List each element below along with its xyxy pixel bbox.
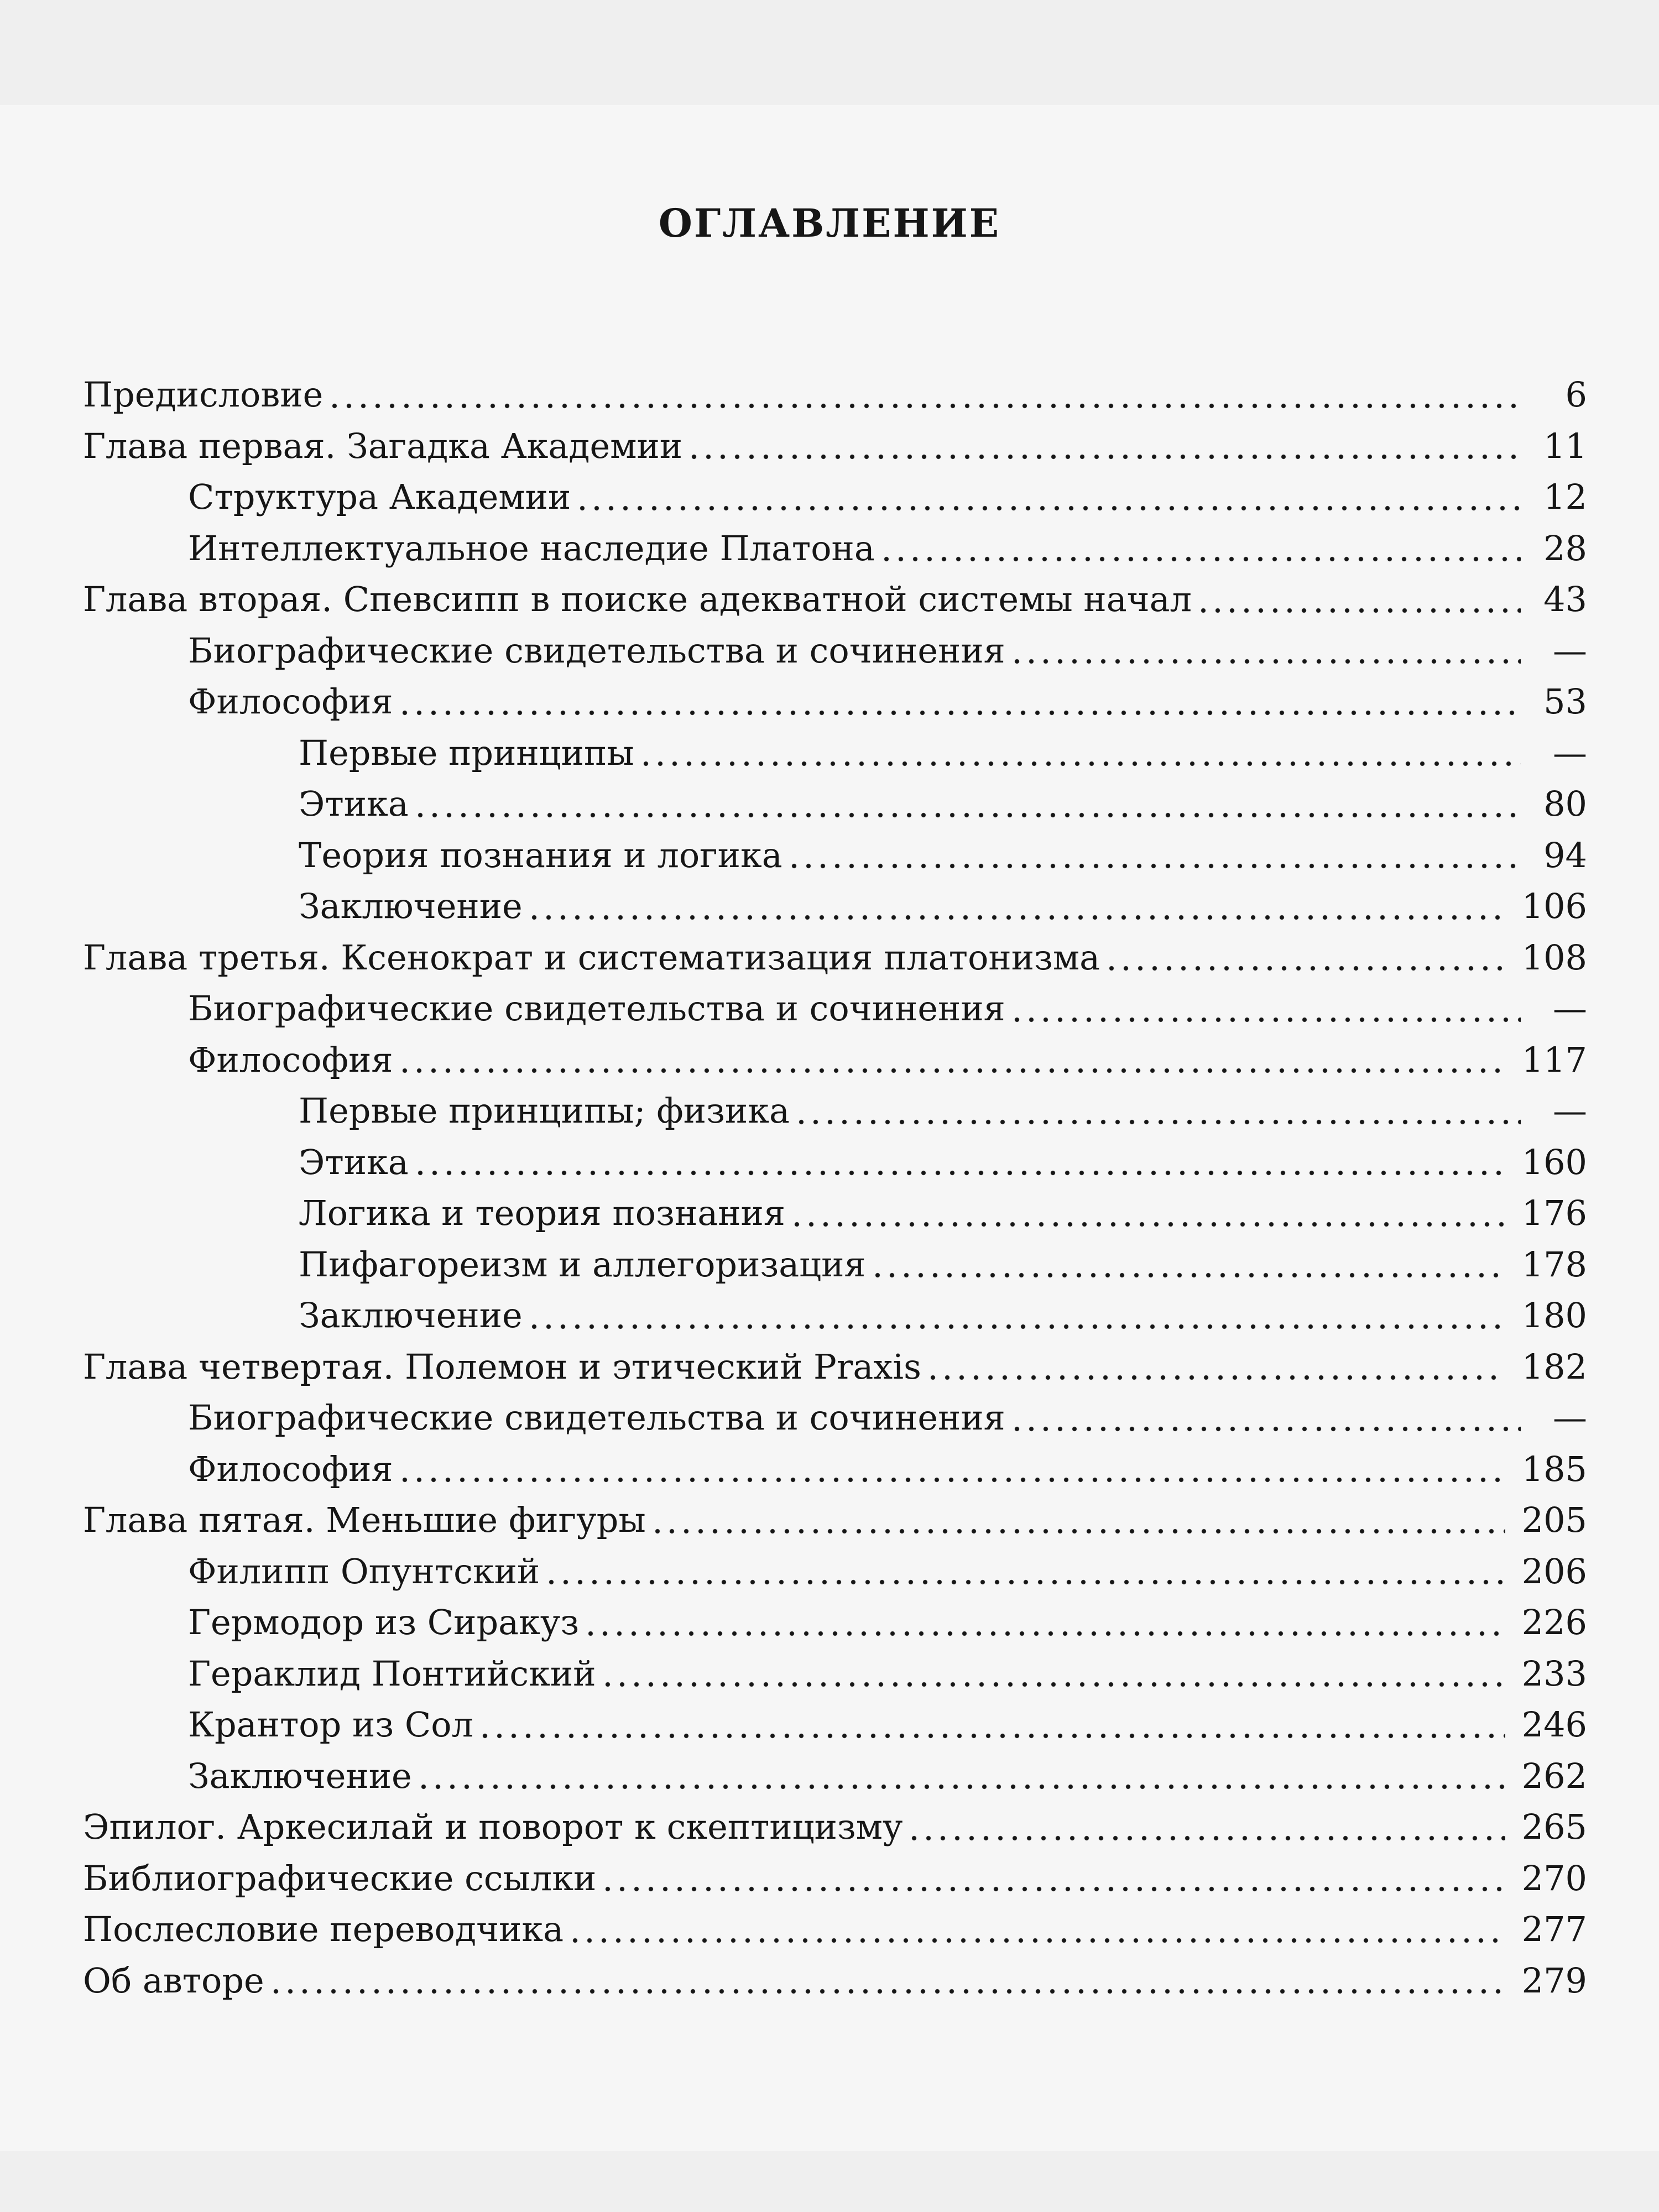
toc-entry-page-number: 233 [1521, 1653, 1587, 1694]
dot-leader [1010, 659, 1521, 664]
toc-entry-page-number: 182 [1521, 1346, 1587, 1387]
dot-leader [639, 761, 1521, 766]
toc-entry [83, 1392, 1587, 1444]
dot-leader [269, 1989, 1505, 1994]
toc-entry-title: Биографические свидетельства и сочинения [188, 988, 1005, 1029]
toc-entry-title: Биографические свидетельства и сочинения [188, 1397, 1005, 1438]
toc-entry-page-number: 279 [1521, 1960, 1587, 2001]
toc-entry [83, 1751, 1587, 1802]
dot-leader [650, 1528, 1505, 1534]
toc-entry [83, 830, 1587, 881]
toc-entry-title: Глава третья. Ксенократ и систематизация платонизма [83, 937, 1100, 978]
toc-entry-page-number: 28 [1543, 528, 1587, 568]
toc-entry [83, 1853, 1587, 1905]
toc-entry-title: Об авторе [83, 1960, 264, 2001]
toc-entry [83, 1955, 1587, 2007]
dot-leader [398, 1477, 1505, 1483]
toc-entry-page-number: 176 [1521, 1193, 1587, 1234]
toc-entry-page-number: 160 [1521, 1141, 1587, 1182]
toc-entry-page-number: 277 [1521, 1909, 1587, 1950]
toc-entry [83, 728, 1587, 779]
toc-entry [83, 1699, 1587, 1751]
toc-entry [83, 1188, 1587, 1239]
toc-entry-title: Гермодор из Сиракуз [188, 1602, 580, 1643]
toc-entry-title: Философия [188, 681, 393, 722]
toc-entry-title: Этика [299, 784, 409, 825]
dot-leader [416, 1784, 1505, 1790]
dot-leader [527, 1324, 1505, 1329]
dot-leader [327, 403, 1521, 409]
toc-entry [83, 983, 1587, 1035]
toc-entry [83, 1904, 1587, 1955]
toc-entry-title: Интеллектуальное наследие Платона [188, 528, 875, 568]
toc-entry-title: Философия [188, 1448, 393, 1489]
dot-leader [787, 863, 1521, 869]
toc-entry [83, 1597, 1587, 1648]
dot-leader [398, 1068, 1505, 1073]
toc-entry-page-number: 270 [1521, 1858, 1587, 1898]
toc-entry-page-number: — [1553, 1397, 1587, 1438]
dot-leader [601, 1886, 1505, 1892]
dot-leader [687, 454, 1521, 460]
toc-entry [83, 1444, 1587, 1495]
toc-entry-page-number: 94 [1543, 834, 1587, 875]
toc-entry [83, 932, 1587, 984]
toc-entry-title: Глава пятая. Меньшие фигуры [83, 1500, 646, 1541]
dot-leader [478, 1733, 1505, 1739]
toc-entry-title: Глава первая. Загадка Академии [83, 425, 683, 466]
toc-entry [83, 1495, 1587, 1546]
toc-entry-title: Эпилог. Аркесилай и поворот к скептицизму [83, 1807, 903, 1848]
toc-entry [83, 472, 1587, 523]
dot-leader [413, 1170, 1505, 1176]
toc-entry-page-number: — [1553, 1091, 1587, 1131]
toc-entry-page-number: 6 [1565, 374, 1587, 415]
toc-entry [83, 1802, 1587, 1853]
toc-entry-page-number: 43 [1543, 579, 1587, 620]
toc-entry-title: Первые принципы; физика [299, 1091, 790, 1131]
toc-entry-page-number: 265 [1521, 1807, 1587, 1848]
dot-leader [413, 812, 1521, 818]
toc-entry-page-number: 185 [1521, 1448, 1587, 1489]
toc-entry [83, 1239, 1587, 1291]
toc-entry [83, 574, 1587, 625]
page-title: ОГЛАВЛЕНИЕ [658, 200, 1001, 246]
dot-leader [583, 1631, 1505, 1636]
toc-entry [83, 779, 1587, 830]
dot-leader [527, 915, 1505, 920]
toc-entry-page-number: 80 [1543, 784, 1587, 825]
toc-entry [83, 369, 1587, 421]
toc-entry [83, 523, 1587, 575]
toc-entry-title: Структура Академии [188, 477, 571, 518]
toc-entry-page-number: — [1553, 988, 1587, 1029]
table-of-contents [83, 369, 1587, 2006]
toc-entry-page-number: 108 [1521, 937, 1587, 978]
toc-entry-title: Крантор из Сол [188, 1704, 473, 1745]
toc-entry [83, 1086, 1587, 1137]
toc-entry-title: Заключение [188, 1755, 412, 1796]
dot-leader [1104, 966, 1505, 971]
dot-leader [1010, 1017, 1521, 1022]
toc-entry [83, 1137, 1587, 1188]
toc-entry-page-number: 205 [1521, 1500, 1587, 1541]
toc-entry-title: Этика [299, 1141, 409, 1182]
dot-leader [907, 1835, 1505, 1841]
toc-entry-title: Послесловие переводчика [83, 1909, 564, 1950]
toc-entry [83, 881, 1587, 932]
toc-entry-page-number: — [1553, 732, 1587, 773]
toc-entry [83, 1342, 1587, 1393]
toc-entry-title: Предисловие [83, 374, 324, 415]
toc-entry-title: Философия [188, 1039, 393, 1080]
toc-entry [83, 1546, 1587, 1598]
dot-leader [1196, 608, 1521, 613]
toc-entry-title: Глава четвертая. Полемон и этический Praxis [83, 1346, 921, 1387]
toc-entry-title: Заключение [299, 886, 523, 927]
toc-entry-page-number: 11 [1543, 425, 1587, 466]
toc-entry [83, 1035, 1587, 1086]
toc-entry [83, 1648, 1587, 1700]
toc-entry-title: Теория познания и логика [299, 834, 782, 875]
toc-entry-page-number: 106 [1521, 886, 1587, 927]
dot-leader [870, 1272, 1505, 1278]
toc-entry-title: Пифагореизм и аллегоризация [299, 1244, 866, 1285]
toc-entry-page-number: 262 [1521, 1755, 1587, 1796]
toc-entry-title: Филипп Опунтский [188, 1551, 540, 1592]
toc-entry-title: Библиографические ссылки [83, 1858, 597, 1898]
dot-leader [568, 1938, 1505, 1943]
toc-entry-title: Биографические свидетельства и сочинения [188, 630, 1005, 671]
toc-entry-page-number: 226 [1521, 1602, 1587, 1643]
dot-leader [601, 1682, 1505, 1687]
toc-entry-page-number: 117 [1521, 1039, 1587, 1080]
toc-entry-title: Логика и теория познания [299, 1193, 785, 1234]
dot-leader [398, 710, 1521, 716]
dot-leader [790, 1222, 1505, 1227]
dot-leader [926, 1375, 1505, 1380]
toc-entry-page-number: 12 [1543, 477, 1587, 518]
toc-entry-page-number: 246 [1521, 1704, 1587, 1745]
dot-leader [1010, 1426, 1521, 1432]
dot-leader [879, 556, 1521, 562]
dot-leader [575, 505, 1521, 511]
toc-entry-page-number: — [1553, 630, 1587, 671]
toc-entry [83, 676, 1587, 728]
toc-entry-page-number: 53 [1543, 681, 1587, 722]
toc-entry-title: Глава вторая. Спевсипп в поиске адекватной системы начал [83, 579, 1192, 620]
toc-entry-page-number: 180 [1521, 1295, 1587, 1336]
toc-entry [83, 625, 1587, 677]
toc-entry-title: Заключение [299, 1295, 523, 1336]
toc-entry [83, 421, 1587, 472]
toc-entry [83, 1290, 1587, 1342]
toc-entry-page-number: 206 [1521, 1551, 1587, 1592]
toc-entry-title: Первые принципы [299, 732, 634, 773]
dot-leader [794, 1119, 1521, 1125]
toc-entry-page-number: 178 [1521, 1244, 1587, 1285]
toc-entry-title: Гераклид Понтийский [188, 1653, 596, 1694]
dot-leader [544, 1579, 1505, 1585]
